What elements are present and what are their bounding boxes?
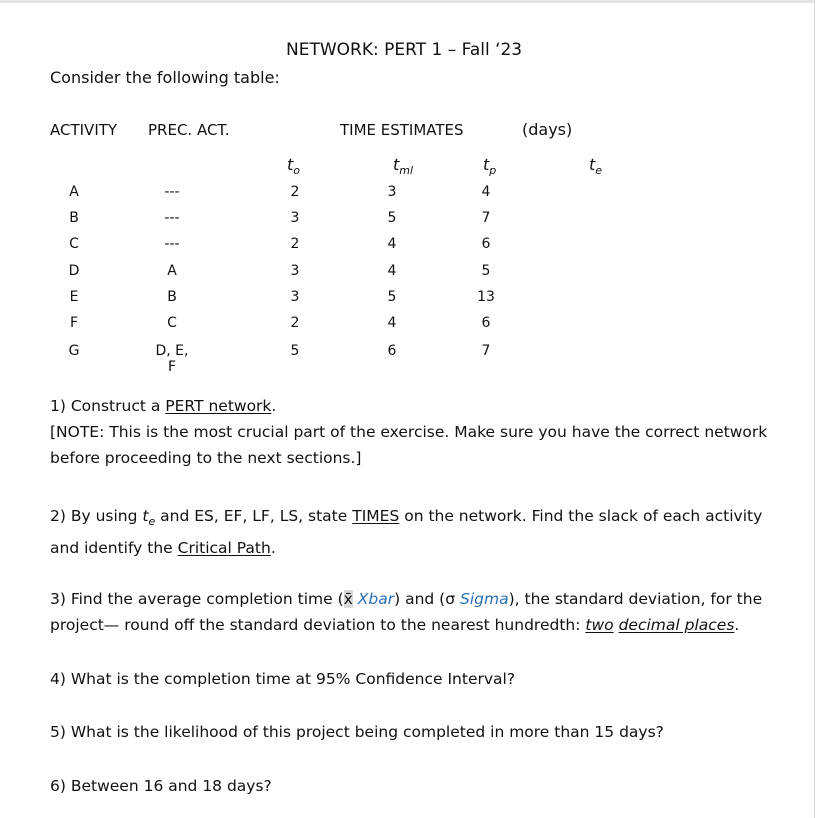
question-3: 3) Find the average completion time (x̄ Xbar) and (σ Sigma), the standard deviation, for the project— round off the standard deviation to the nearest hundredth: two decimal places. <box>50 590 763 634</box>
cell-prec: A <box>167 263 177 279</box>
cell-tp: 4 <box>481 184 491 200</box>
cell-tml: 5 <box>387 289 397 305</box>
cell-tp: 6 <box>481 315 491 331</box>
cell-to: 5 <box>290 343 300 359</box>
cell-activity: G <box>68 343 80 359</box>
cell-tml: 6 <box>387 343 397 359</box>
header-time-estimates: TIME ESTIMATES <box>340 121 464 139</box>
question-2: 2) By using $t_e$ and ES, EF, LF, LS, state TIMES on the network. Find the slack of each activity and identify the Critical Path. <box>50 507 763 558</box>
cell-tp: 7 <box>481 210 491 226</box>
question-4: 4) What is the completion time at 95% Confidence Interval? <box>50 670 516 688</box>
cell-activity: E <box>69 289 79 305</box>
cell-prec: --- <box>164 210 180 226</box>
page-title: NETWORK: PERT 1 – Fall ‘23 <box>286 40 523 60</box>
cell-to: 3 <box>290 210 300 226</box>
question-1: 1) Construct a PERT network. [NOTE: This is the most crucial part of the exercise. Make sure you have the correct network before proceeding to the next sections.] <box>50 397 768 467</box>
cell-to: 2 <box>290 184 300 200</box>
cell-tml: 4 <box>387 236 397 252</box>
cell-prec: D, E, F <box>155 343 189 375</box>
cell-to: 3 <box>290 289 300 305</box>
intro-text: Consider the following table: <box>50 68 280 87</box>
xbar-symbol: x̄ <box>343 590 353 608</box>
cell-tml: 3 <box>387 184 397 200</box>
cell-tp: 13 <box>477 289 495 305</box>
cell-activity: A <box>69 184 79 200</box>
cell-activity: D <box>68 263 80 279</box>
pert-network-link: PERT network <box>165 397 272 415</box>
cell-activity: C <box>69 236 79 252</box>
header-to: $t_o$ <box>287 155 301 178</box>
cell-tml: 5 <box>387 210 397 226</box>
cell-to: 3 <box>290 263 300 279</box>
cell-activity: B <box>69 210 79 226</box>
header-activity: ACTIVITY <box>50 121 118 139</box>
top-divider <box>0 0 815 3</box>
cell-prec: --- <box>164 236 180 252</box>
question-6: 6) Between 16 and 18 days? <box>50 777 272 795</box>
cell-activity: F <box>69 315 79 331</box>
cell-prec: --- <box>164 184 180 200</box>
cell-to: 2 <box>290 236 300 252</box>
question-1-note: [NOTE: This is the most crucial part of the exercise. Make sure you have the correct network before proceeding to the next sections.] <box>50 423 768 467</box>
cell-to: 2 <box>290 315 300 331</box>
header-tp: $t_p$ <box>483 155 497 178</box>
cell-prec: B <box>167 289 177 305</box>
cell-tml: 4 <box>387 315 397 331</box>
xbar-label: Xbar <box>357 590 395 608</box>
header-prec-act: PREC. ACT. <box>148 121 230 139</box>
cell-tp: 6 <box>481 236 491 252</box>
cell-tp: 7 <box>481 343 491 359</box>
header-days: (days) <box>522 120 573 139</box>
header-te: $t_e$ <box>589 155 603 178</box>
header-tml: $t_{ml}$ <box>393 155 414 178</box>
cell-prec: C <box>167 315 177 331</box>
cell-tml: 4 <box>387 263 397 279</box>
sigma-label: Sigma <box>460 590 509 608</box>
question-5: 5) What is the likelihood of this project being completed in more than 15 days? <box>50 723 664 741</box>
cell-tp: 5 <box>481 263 491 279</box>
